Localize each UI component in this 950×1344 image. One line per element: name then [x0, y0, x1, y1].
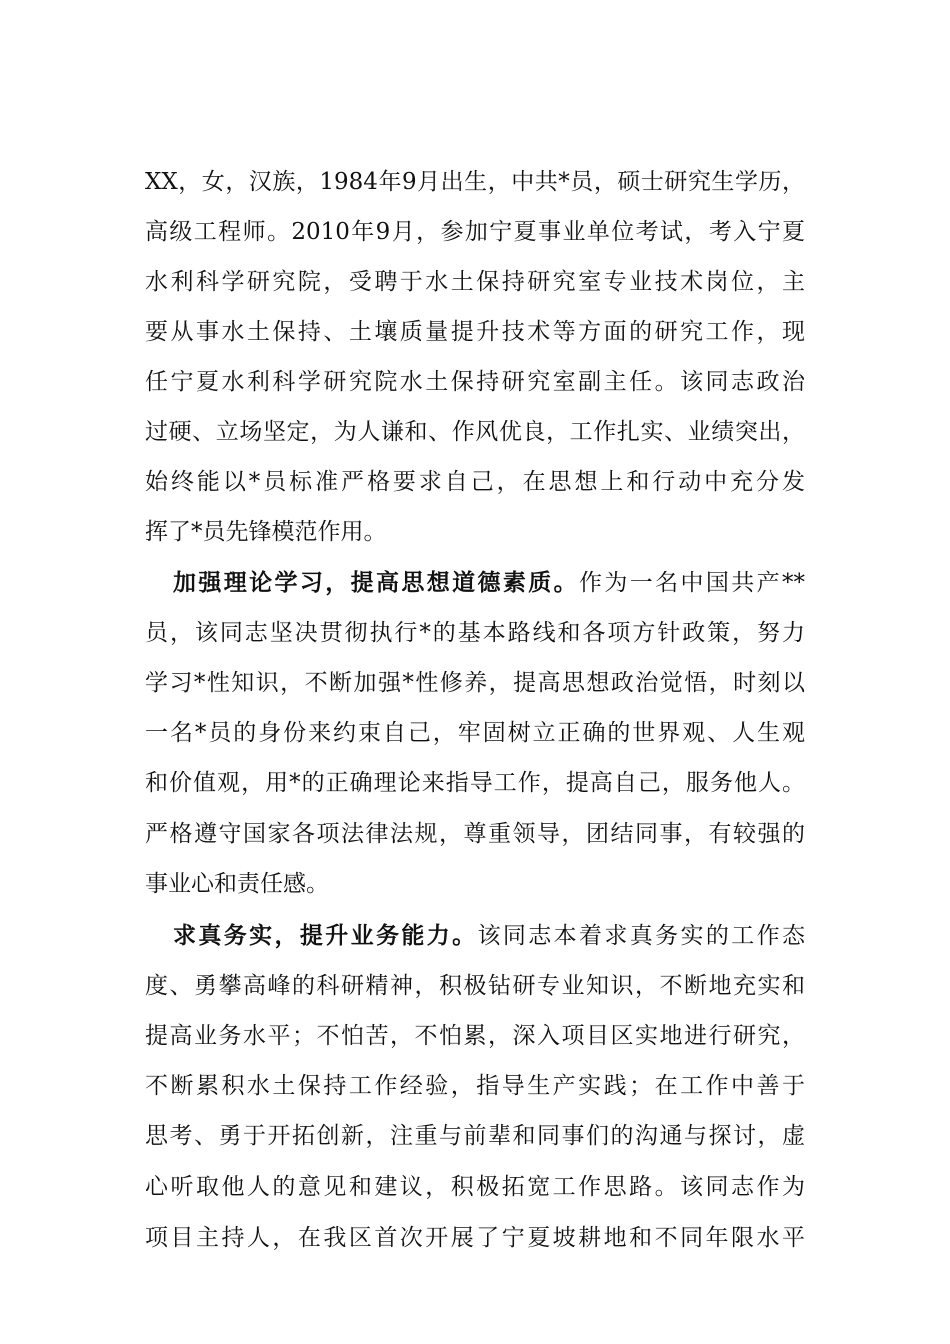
paragraph-1-line — [145, 407, 805, 457]
paragraph-3-line — [145, 1162, 805, 1212]
line-text: 一名*员的身份来约束自己，牢固树立正确的世界观、人生观 — [145, 720, 805, 746]
paragraph-1-line — [145, 207, 805, 257]
paragraph-2-line — [145, 708, 805, 758]
line-text: 和价值观，用*的正确理论来指导工作，提高自己，服务他人。 — [145, 770, 805, 796]
line-text: 始终能以*员标准严格要求自己，在思想上和行动中充分发 — [145, 469, 805, 495]
line-text: 挥了*员先锋模范作用。 — [145, 519, 387, 545]
line-text: 思考、勇于开拓创新，注重与前辈和同事们的沟通与探讨，虚 — [145, 1123, 805, 1149]
paragraph-2-line — [145, 758, 805, 808]
paragraph-2-line — [145, 658, 805, 708]
line-text: 项目主持人，在我区首次开展了宁夏坡耕地和不同年限水平 — [145, 1225, 805, 1251]
line-text: 不断累积水土保持工作经验，指导生产实践；在工作中善于 — [145, 1073, 805, 1099]
paragraph-1-line — [145, 507, 805, 557]
paragraph-2-line — [145, 608, 805, 658]
paragraph-3-line — [145, 1213, 805, 1263]
paragraph-1-line — [145, 357, 805, 407]
paragraph-3-line — [145, 1111, 805, 1161]
line-text: 要从事水土保持、土壤质量提升技术等方面的研究工作，现 — [145, 319, 805, 345]
paragraph-1-line — [145, 457, 805, 507]
paragraph-1-line — [145, 307, 805, 357]
paragraph-2-line — [173, 558, 805, 608]
paragraph-2-line — [145, 859, 805, 909]
paragraph-3-line — [145, 1061, 805, 1111]
paragraph-1-line — [145, 257, 805, 307]
paragraph-1-line — [145, 157, 805, 207]
line-text: 水利科学研究院，受聘于水土保持研究室专业技术岗位，主 — [145, 269, 805, 295]
line-text: 任宁夏水利科学研究院水土保持研究室副主任。该同志政治 — [145, 369, 805, 395]
line-text: 学习*性知识，不断加强*性修养，提高思想政治觉悟，时刻以 — [145, 670, 805, 696]
line-text: 作为一名中国共产** — [579, 570, 805, 596]
line-text: 过硬、立场坚定，为人谦和、作风优良，工作扎实、业绩突出， — [145, 419, 805, 445]
paragraph-heading: 加强理论学习，提高思想道德素质。 — [173, 569, 579, 596]
line-text: 员，该同志坚决贯彻执行*的基本路线和各项方针政策，努力 — [145, 620, 805, 646]
paragraph-3-line — [145, 1011, 805, 1061]
line-text: 事业心和责任感。 — [145, 871, 329, 897]
line-text: 该同志本着求真务实的工作态 — [477, 923, 805, 949]
line-text: XX，女，汉族，1984年9月出生，中共*员，硕士研究生学历， — [145, 169, 805, 195]
line-text: 高级工程师。2010年9月，参加宁夏事业单位考试，考入宁夏 — [145, 219, 805, 245]
paragraph-heading: 求真务实，提升业务能力。 — [173, 922, 478, 949]
paragraph-2-line — [145, 809, 805, 859]
paragraph-3-line — [173, 911, 805, 961]
line-text: 提高业务水平；不怕苦，不怕累，深入项目区实地进行研究， — [145, 1023, 805, 1049]
line-text: 度、勇攀高峰的科研精神，积极钻研专业知识，不断地充实和 — [145, 973, 805, 999]
paragraph-3-line — [145, 961, 805, 1011]
line-text: 严格遵守国家各项法律法规，尊重领导，团结同事，有较强的 — [145, 821, 805, 847]
line-text: 心听取他人的意见和建议，积极拓宽工作思路。该同志作为 — [145, 1174, 805, 1200]
